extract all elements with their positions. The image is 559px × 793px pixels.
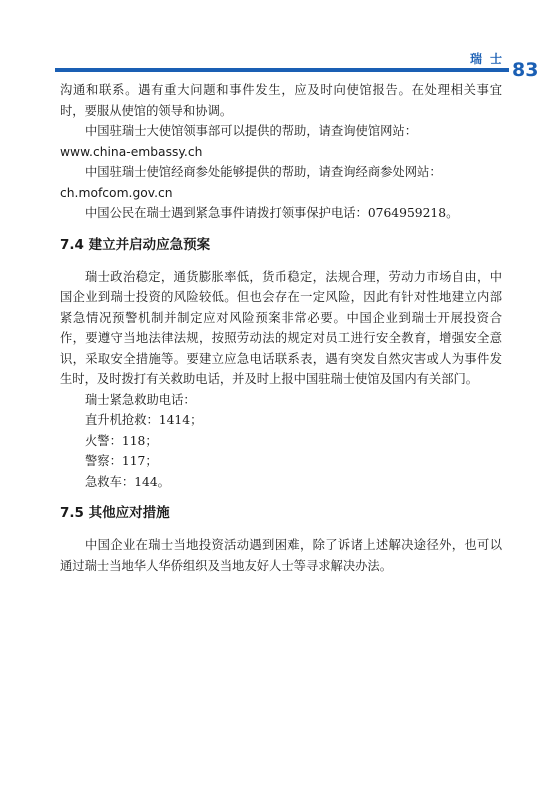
paragraph: 中国公民在瑞士遇到紧急事件请拨打领事保护电话：0764959218。: [85, 206, 459, 220]
paragraph: 中国企业在瑞士当地投资活动遇到困难，除了诉诸上述解决途径外，也可以通过瑞士当地华人华侨组织及当地友好人士等寻求解决办法。: [60, 538, 502, 573]
emergency-item: 警察：117；: [85, 454, 158, 468]
page-body: [60, 80, 502, 576]
mofcom-url: ch.mofcom.gov.cn: [60, 185, 173, 200]
paragraph: 瑞士政治稳定，通货膨胀率低，货币稳定，法规合理，劳动力市场自由，中国企业到瑞士投资的风险较低。但也会存在一定风险，因此有针对性地建立内部紧急情况预警机制并制定应对风险预案非常必要。中国企业到瑞士开展投资合作，要遵守当地法律法规，按照劳动法的规定对员工进行安全教育，增强安全意识，采取安全措施等。要建立应急电话联系表，遇有突发自然灾害或人为事件发生时，及时拨打有关救助电话，并及时上报中国驻瑞士使馆及国内有关部门。: [60, 269, 502, 386]
emergency-item: 急救车：144。: [85, 474, 170, 489]
emergency-list-title: 瑞士紧急救助电话：: [85, 392, 196, 407]
paragraph: 中国驻瑞士使馆经商参处能够提供的帮助，请查询经商参处网站：: [85, 165, 442, 179]
header-rule: [55, 68, 509, 72]
paragraph: 中国驻瑞士大使馆领事部可以提供的帮助，请查询使馆网站：: [85, 124, 418, 138]
section-title-7-5: 7.5 其他应对措施: [60, 505, 170, 521]
running-header-chapter: 瑞士: [470, 52, 511, 66]
paragraph: 沟通和联系。遇有重大问题和事件发生，应及时向使馆报告。在处理相关事宜时，要服从使馆的领导和协调。: [60, 83, 502, 118]
section-title-7-4: 7.4 建立并启动应急预案: [60, 236, 211, 253]
emergency-item: 直升机抢救：1414；: [85, 413, 203, 427]
emergency-item: 火警：118；: [85, 433, 158, 448]
page-number: 83: [512, 59, 539, 81]
embassy-url: www.china-embassy.ch: [60, 144, 203, 159]
